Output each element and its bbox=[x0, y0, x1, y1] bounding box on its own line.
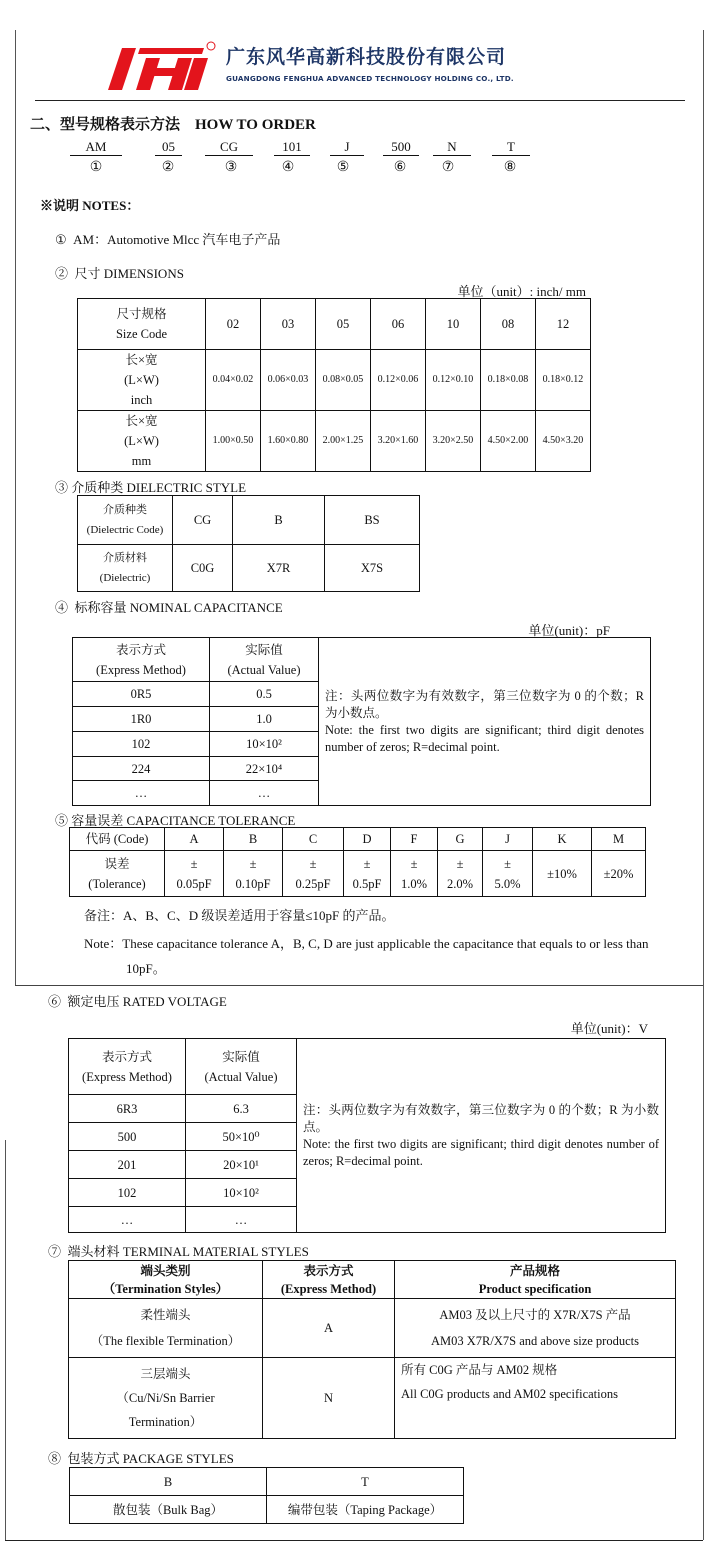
table-row bbox=[69, 1299, 676, 1358]
value-cell: 22×10⁴ bbox=[210, 757, 319, 781]
table-cell: N bbox=[263, 1358, 395, 1439]
code-cell: 102 bbox=[73, 732, 210, 757]
table-cell: 03 bbox=[261, 299, 316, 350]
table-cell: ± 0.05pF bbox=[165, 851, 224, 897]
dimensions-heading bbox=[55, 263, 184, 282]
header-cell: 表示方式 (Express Method) bbox=[263, 1261, 395, 1299]
table-header-row bbox=[69, 1261, 676, 1299]
page-border-right bbox=[703, 30, 704, 985]
order-code-marker: ⑥ bbox=[393, 160, 407, 175]
page-border-right-lower bbox=[703, 985, 704, 1540]
value-cell: 10×10² bbox=[186, 1179, 297, 1207]
table-cell: 0.08×0.05 bbox=[316, 350, 371, 411]
value-cell: 50×10⁰ bbox=[186, 1123, 297, 1151]
company-name-cn: 广东风华高新科技股份有限公司 bbox=[226, 46, 507, 68]
order-code-part: CG bbox=[205, 139, 253, 156]
table-cell: C0G bbox=[173, 545, 233, 592]
table-row bbox=[70, 1496, 464, 1524]
row-label-cell: 尺寸规格 Size Code bbox=[78, 299, 206, 350]
table-cell: 编带包装（Taping Package） bbox=[267, 1496, 464, 1524]
terminal-heading bbox=[48, 1241, 309, 1260]
value-cell: 6.3 bbox=[186, 1095, 297, 1123]
row-label-cell: 散包装（Bulk Bag） bbox=[70, 1496, 267, 1524]
value-cell: 0.5 bbox=[210, 682, 319, 707]
tolerance-remark-en-cont: 10pF。 bbox=[126, 961, 166, 976]
table-cell: 三层端头 （Cu/Ni/Sn Barrier Termination） bbox=[69, 1358, 263, 1439]
dielectric-table bbox=[77, 495, 420, 592]
table-cell: D bbox=[344, 828, 391, 851]
table-cell: BS bbox=[325, 496, 420, 545]
order-code-part: 500 bbox=[383, 139, 419, 156]
title-en: HOW TO ORDER bbox=[195, 117, 316, 133]
header-cell: 表示方式 (Express Method) bbox=[73, 638, 210, 682]
title-cn: 二、型号规格表示方法 bbox=[30, 117, 181, 133]
heading-text: 容量误差 CAPACITANCE TOLERANCE bbox=[71, 813, 296, 828]
table-cell: 0.12×0.06 bbox=[371, 350, 426, 411]
table-header-row bbox=[73, 638, 651, 682]
voltage-heading bbox=[48, 991, 227, 1010]
table-cell: 3.20×1.60 bbox=[371, 411, 426, 472]
tolerance-remark-en: Note：These capacitance tolerance A，B, C, D are just applicable the capacitance that equals to or less than bbox=[84, 936, 649, 951]
table-cell: M bbox=[592, 828, 646, 851]
order-code-marker: ⑤ bbox=[336, 160, 350, 175]
table-cell: J bbox=[483, 828, 533, 851]
value-cell: 20×10¹ bbox=[186, 1151, 297, 1179]
value-cell: … bbox=[186, 1207, 297, 1233]
package-table bbox=[69, 1467, 464, 1524]
order-code-marker: ④ bbox=[281, 160, 295, 175]
table-cell: T bbox=[267, 1468, 464, 1496]
table-cell: 0.18×0.12 bbox=[536, 350, 591, 411]
table-cell: 1.60×0.80 bbox=[261, 411, 316, 472]
capacitance-heading bbox=[55, 597, 283, 616]
dielectric-heading bbox=[55, 477, 246, 496]
order-code-part: 101 bbox=[274, 139, 310, 156]
row-label-cell: 代码 (Code) bbox=[70, 828, 165, 851]
marker: ⑤ bbox=[55, 813, 69, 828]
table-cell: ± 1.0% bbox=[391, 851, 438, 897]
marker: ⑦ bbox=[48, 1244, 62, 1259]
table-cell: CG bbox=[173, 496, 233, 545]
voltage-unit: 单位(unit)：V bbox=[570, 1021, 648, 1036]
code-cell: 224 bbox=[73, 757, 210, 781]
page-border-left-lower bbox=[5, 1140, 6, 1540]
code-cell: 6R3 bbox=[69, 1095, 186, 1123]
section-title bbox=[30, 113, 316, 134]
dimensions-unit: 单位（unit）: inch/ mm bbox=[457, 284, 586, 299]
table-cell: AM03 及以上尺寸的 X7R/X7S 产品 AM03 X7R/X7S and above size products bbox=[395, 1299, 676, 1358]
table-cell: 12 bbox=[536, 299, 591, 350]
row-label-cell: 介质材料 (Dielectric) bbox=[78, 545, 173, 592]
table-cell: 4.50×3.20 bbox=[536, 411, 591, 472]
order-code-marker: ② bbox=[161, 160, 175, 175]
table-cell: 2.00×1.25 bbox=[316, 411, 371, 472]
value-cell: … bbox=[210, 781, 319, 806]
order-code-marker: ⑧ bbox=[503, 160, 517, 175]
heading-text: 介质种类 DIELECTRIC STYLE bbox=[71, 480, 247, 495]
note-1-text: AM：Automotive Mlcc 汽车电子产品 bbox=[73, 232, 281, 247]
header-cell: 表示方式 (Express Method) bbox=[69, 1039, 186, 1095]
order-code-part: 05 bbox=[155, 139, 182, 156]
table-cell: B bbox=[224, 828, 283, 851]
terminal-table bbox=[68, 1260, 676, 1439]
notes-heading: ※说明 NOTES： bbox=[40, 198, 140, 213]
row-label-cell: 长×宽 (L×W) inch bbox=[78, 350, 206, 411]
table-cell: 3.20×2.50 bbox=[426, 411, 481, 472]
order-code-marker: ① bbox=[89, 160, 103, 175]
header-divider bbox=[35, 100, 685, 101]
table-row bbox=[70, 1468, 464, 1496]
value-cell: 10×10² bbox=[210, 732, 319, 757]
table-cell: 02 bbox=[206, 299, 261, 350]
note-cell: 注：头两位数字为有效数字，第三位数字为 0 的个数；R 为小数点。 Note: the first two digits are significant; third digit denotes number of zeros; R=decimal point. bbox=[319, 638, 651, 806]
table-cell: 4.50×2.00 bbox=[481, 411, 536, 472]
marker: ⑥ bbox=[48, 994, 62, 1009]
order-code-part: T bbox=[492, 139, 530, 156]
table-row bbox=[69, 1358, 676, 1439]
table-cell: 0.12×0.10 bbox=[426, 350, 481, 411]
header-cell: 产品规格 Product specification bbox=[395, 1261, 676, 1299]
table-cell: 1.00×0.50 bbox=[206, 411, 261, 472]
table-cell: 0.04×0.02 bbox=[206, 350, 261, 411]
marker: ① bbox=[55, 232, 67, 247]
table-cell: 05 bbox=[316, 299, 371, 350]
header-cell: 端头类别 （Termination Styles） bbox=[69, 1261, 263, 1299]
tolerance-remark-cn: 备注：A、B、C、D 级误差适用于容量≤10pF 的产品。 bbox=[84, 908, 395, 923]
table-cell: 柔性端头 （The flexible Termination） bbox=[69, 1299, 263, 1358]
table-cell: ± 0.5pF bbox=[344, 851, 391, 897]
table-cell: X7R bbox=[233, 545, 325, 592]
code-cell: … bbox=[73, 781, 210, 806]
table-cell: C bbox=[283, 828, 344, 851]
package-heading bbox=[48, 1448, 234, 1467]
table-cell: ± 5.0% bbox=[483, 851, 533, 897]
table-header-row bbox=[69, 1039, 666, 1095]
header-cell: 实际值 (Actual Value) bbox=[210, 638, 319, 682]
code-cell: 1R0 bbox=[73, 707, 210, 732]
page-border-left bbox=[15, 30, 16, 985]
heading-text: 端头材料 TERMINAL MATERIAL STYLES bbox=[67, 1244, 309, 1259]
table-row bbox=[78, 496, 420, 545]
table-cell: F bbox=[391, 828, 438, 851]
table-cell: ±10% bbox=[533, 851, 592, 897]
table-cell: ± 2.0% bbox=[438, 851, 483, 897]
page-bottom-line bbox=[5, 1540, 703, 1541]
table-cell: ±20% bbox=[592, 851, 646, 897]
table-cell: 08 bbox=[481, 299, 536, 350]
table-cell: 0.18×0.08 bbox=[481, 350, 536, 411]
marker: ③ bbox=[55, 480, 69, 495]
order-code-part: J bbox=[330, 139, 364, 156]
table-cell: B bbox=[233, 496, 325, 545]
code-cell: 201 bbox=[69, 1151, 186, 1179]
row-label-cell: 长×宽 (L×W) mm bbox=[78, 411, 206, 472]
heading-text: 包装方式 PACKAGE STYLES bbox=[67, 1451, 234, 1466]
table-row bbox=[70, 851, 646, 897]
table-cell: A bbox=[263, 1299, 395, 1358]
code-cell: 102 bbox=[69, 1179, 186, 1207]
table-cell: 0.06×0.03 bbox=[261, 350, 316, 411]
table-row bbox=[78, 411, 591, 472]
company-name-en: GUANGDONG FENGHUA ADVANCED TECHNOLOGY HOLDING CO., LTD. bbox=[226, 74, 514, 83]
table-cell: 06 bbox=[371, 299, 426, 350]
order-code-part: AM bbox=[70, 139, 122, 156]
heading-text: 尺寸 DIMENSIONS bbox=[74, 266, 184, 281]
header-cell: 实际值 (Actual Value) bbox=[186, 1039, 297, 1095]
table-cell: K bbox=[533, 828, 592, 851]
table-row bbox=[78, 545, 420, 592]
capacitance-unit: 单位(unit)：pF bbox=[528, 623, 610, 638]
marker: ② bbox=[55, 266, 69, 281]
marker: ④ bbox=[55, 600, 69, 615]
table-cell: G bbox=[438, 828, 483, 851]
marker: ⑧ bbox=[48, 1451, 62, 1466]
table-cell: X7S bbox=[325, 545, 420, 592]
value-cell: 1.0 bbox=[210, 707, 319, 732]
table-cell: A bbox=[165, 828, 224, 851]
heading-text: 额定电压 RATED VOLTAGE bbox=[67, 994, 227, 1009]
code-cell: 500 bbox=[69, 1123, 186, 1151]
table-row bbox=[78, 350, 591, 411]
row-label-cell: 介质种类 (Dielectric Code) bbox=[78, 496, 173, 545]
table-row bbox=[70, 828, 646, 851]
table-cell: ± 0.25pF bbox=[283, 851, 344, 897]
page-break-line bbox=[15, 985, 703, 986]
company-logo-icon bbox=[108, 40, 220, 92]
heading-text: 标称容量 NOMINAL CAPACITANCE bbox=[74, 600, 283, 615]
row-label-cell: 误差 (Tolerance) bbox=[70, 851, 165, 897]
code-cell: 0R5 bbox=[73, 682, 210, 707]
capacitance-table bbox=[72, 637, 651, 806]
order-code-marker: ⑦ bbox=[441, 160, 455, 175]
code-cell: … bbox=[69, 1207, 186, 1233]
table-row bbox=[78, 299, 591, 350]
voltage-table bbox=[68, 1038, 666, 1233]
note-1 bbox=[55, 229, 280, 248]
row-label-cell: B bbox=[70, 1468, 267, 1496]
order-code-part: N bbox=[433, 139, 471, 156]
table-cell: 所有 C0G 产品与 AM02 规格 All C0G products and AM02 specifications bbox=[395, 1358, 676, 1439]
table-cell: ± 0.10pF bbox=[224, 851, 283, 897]
tolerance-table bbox=[69, 827, 646, 897]
order-code-marker: ③ bbox=[224, 160, 238, 175]
dimensions-table bbox=[77, 298, 591, 472]
table-cell: 10 bbox=[426, 299, 481, 350]
note-cell: 注：头两位数字为有效数字，第三位数字为 0 的个数；R 为小数点。 Note: the first two digits are significant; third digit denotes number of zeros; R=decimal point. bbox=[297, 1039, 666, 1233]
